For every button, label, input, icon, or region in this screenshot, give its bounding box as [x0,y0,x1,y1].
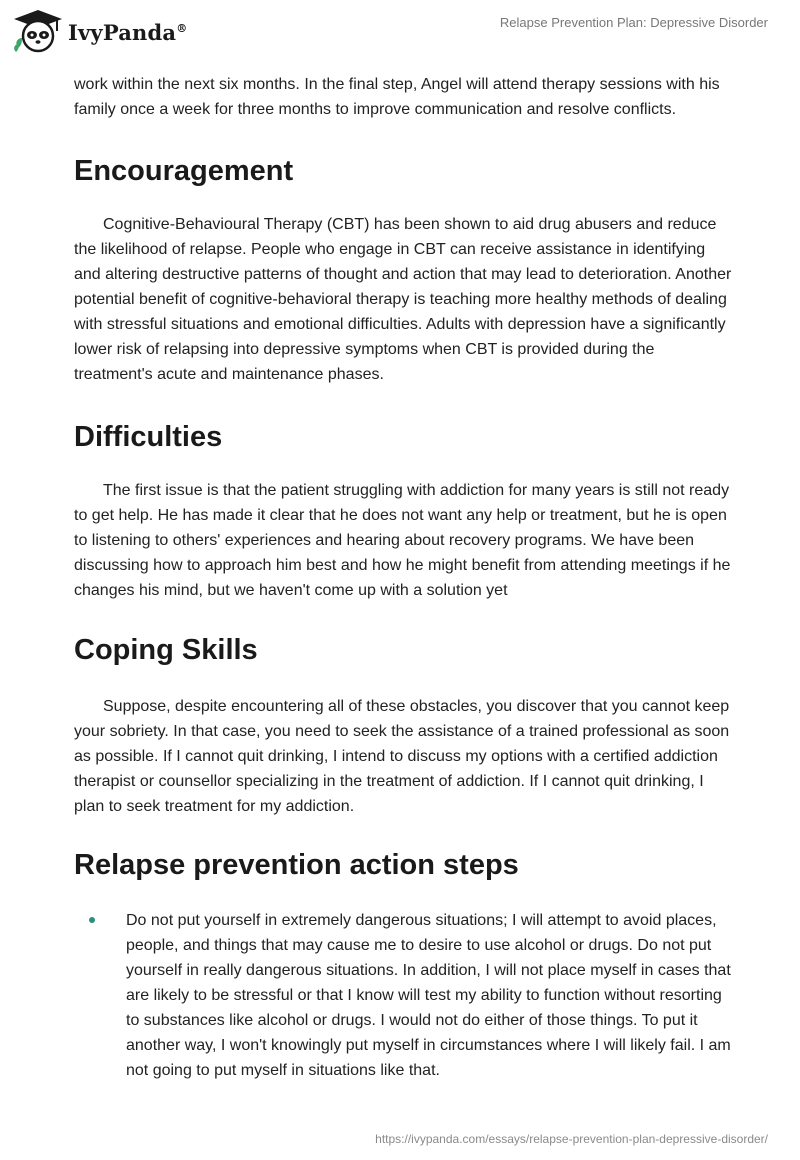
source-url[interactable]: https://ivypanda.com/essays/relapse-prevention-plan-depressive-disorder/ [375,1132,768,1146]
heading-relapse-prevention: Relapse prevention action steps [74,849,519,881]
panda-logo-icon [12,8,64,56]
paragraph-coping-skills: Suppose, despite encountering all of these obstacles, you discover that you cannot keep your sobriety. In that case, you need to seek the assistance of a trained professional as soon as possible. If I cannot quit drinking, I intend to discuss my options with a certified addiction therapist or counsellor specializing in the treatment of addiction. If I cannot quit drinking, I plan to seek treatment for my addiction. [74,698,730,815]
page-header [0,0,800,66]
intro-paragraph: work within the next six months. In the final step, Angel will attend therapy sessions with his family once a week for three months to improve communication and resolve conflicts. [74,76,720,118]
list-item [74,908,734,1083]
heading-coping-skills: Coping Skills [74,634,258,666]
paragraph-encouragement: Cognitive-Behavioural Therapy (CBT) has been shown to aid drug abusers and reduce the likelihood of relapse. People who engage in CBT can receive assistance in identifying and altering destructive patterns of thought and action that may lead to deterioration. Another potential benefit of cognitive-behavioral therapy is teaching more healthy methods of dealing with stressful situations and emotional difficulties. Adults with depression have a significantly lower risk of relapsing into depressive symptoms when CBT is provided during the treatment's acute and maintenance phases. [74,216,732,383]
logo[interactable] [12,8,187,56]
logo-text: IvyPanda® [68,19,188,45]
paragraph-difficulties: The first issue is that the patient struggling with addiction for many years is still not ready to get help. He has made it clear that he does not want any help or treatment, but he is open to listening to others' experiences and hearing about recovery programs. We have been discussing how to approach him best and how he might benefit from attending meetings if he changes his mind, but we haven't come up with a solution yet [74,482,731,599]
heading-encouragement: Encouragement [74,155,294,187]
heading-difficulties: Difficulties [74,421,223,453]
essay-body [74,72,734,1083]
document-title: Relapse Prevention Plan: Depressive Disorder [499,15,768,30]
list-item-text: Do not put yourself in extremely dangerous situations; I will attempt to avoid places, people, and things that may cause me to desire to use alcohol or drugs. Do not put yourself in really dangerous situations. In addition, I will not place myself in cases that are likely to be stressful or that I know will test my ability to function without resorting to substances like alcohol or drugs. I would not do either of those things. To put it another way, I won't knowingly put myself in circumstances where I will likely fail. I am not going to put myself in situations like that. [126,912,731,1079]
action-steps-list [74,908,734,1083]
bullet-icon [89,917,95,923]
